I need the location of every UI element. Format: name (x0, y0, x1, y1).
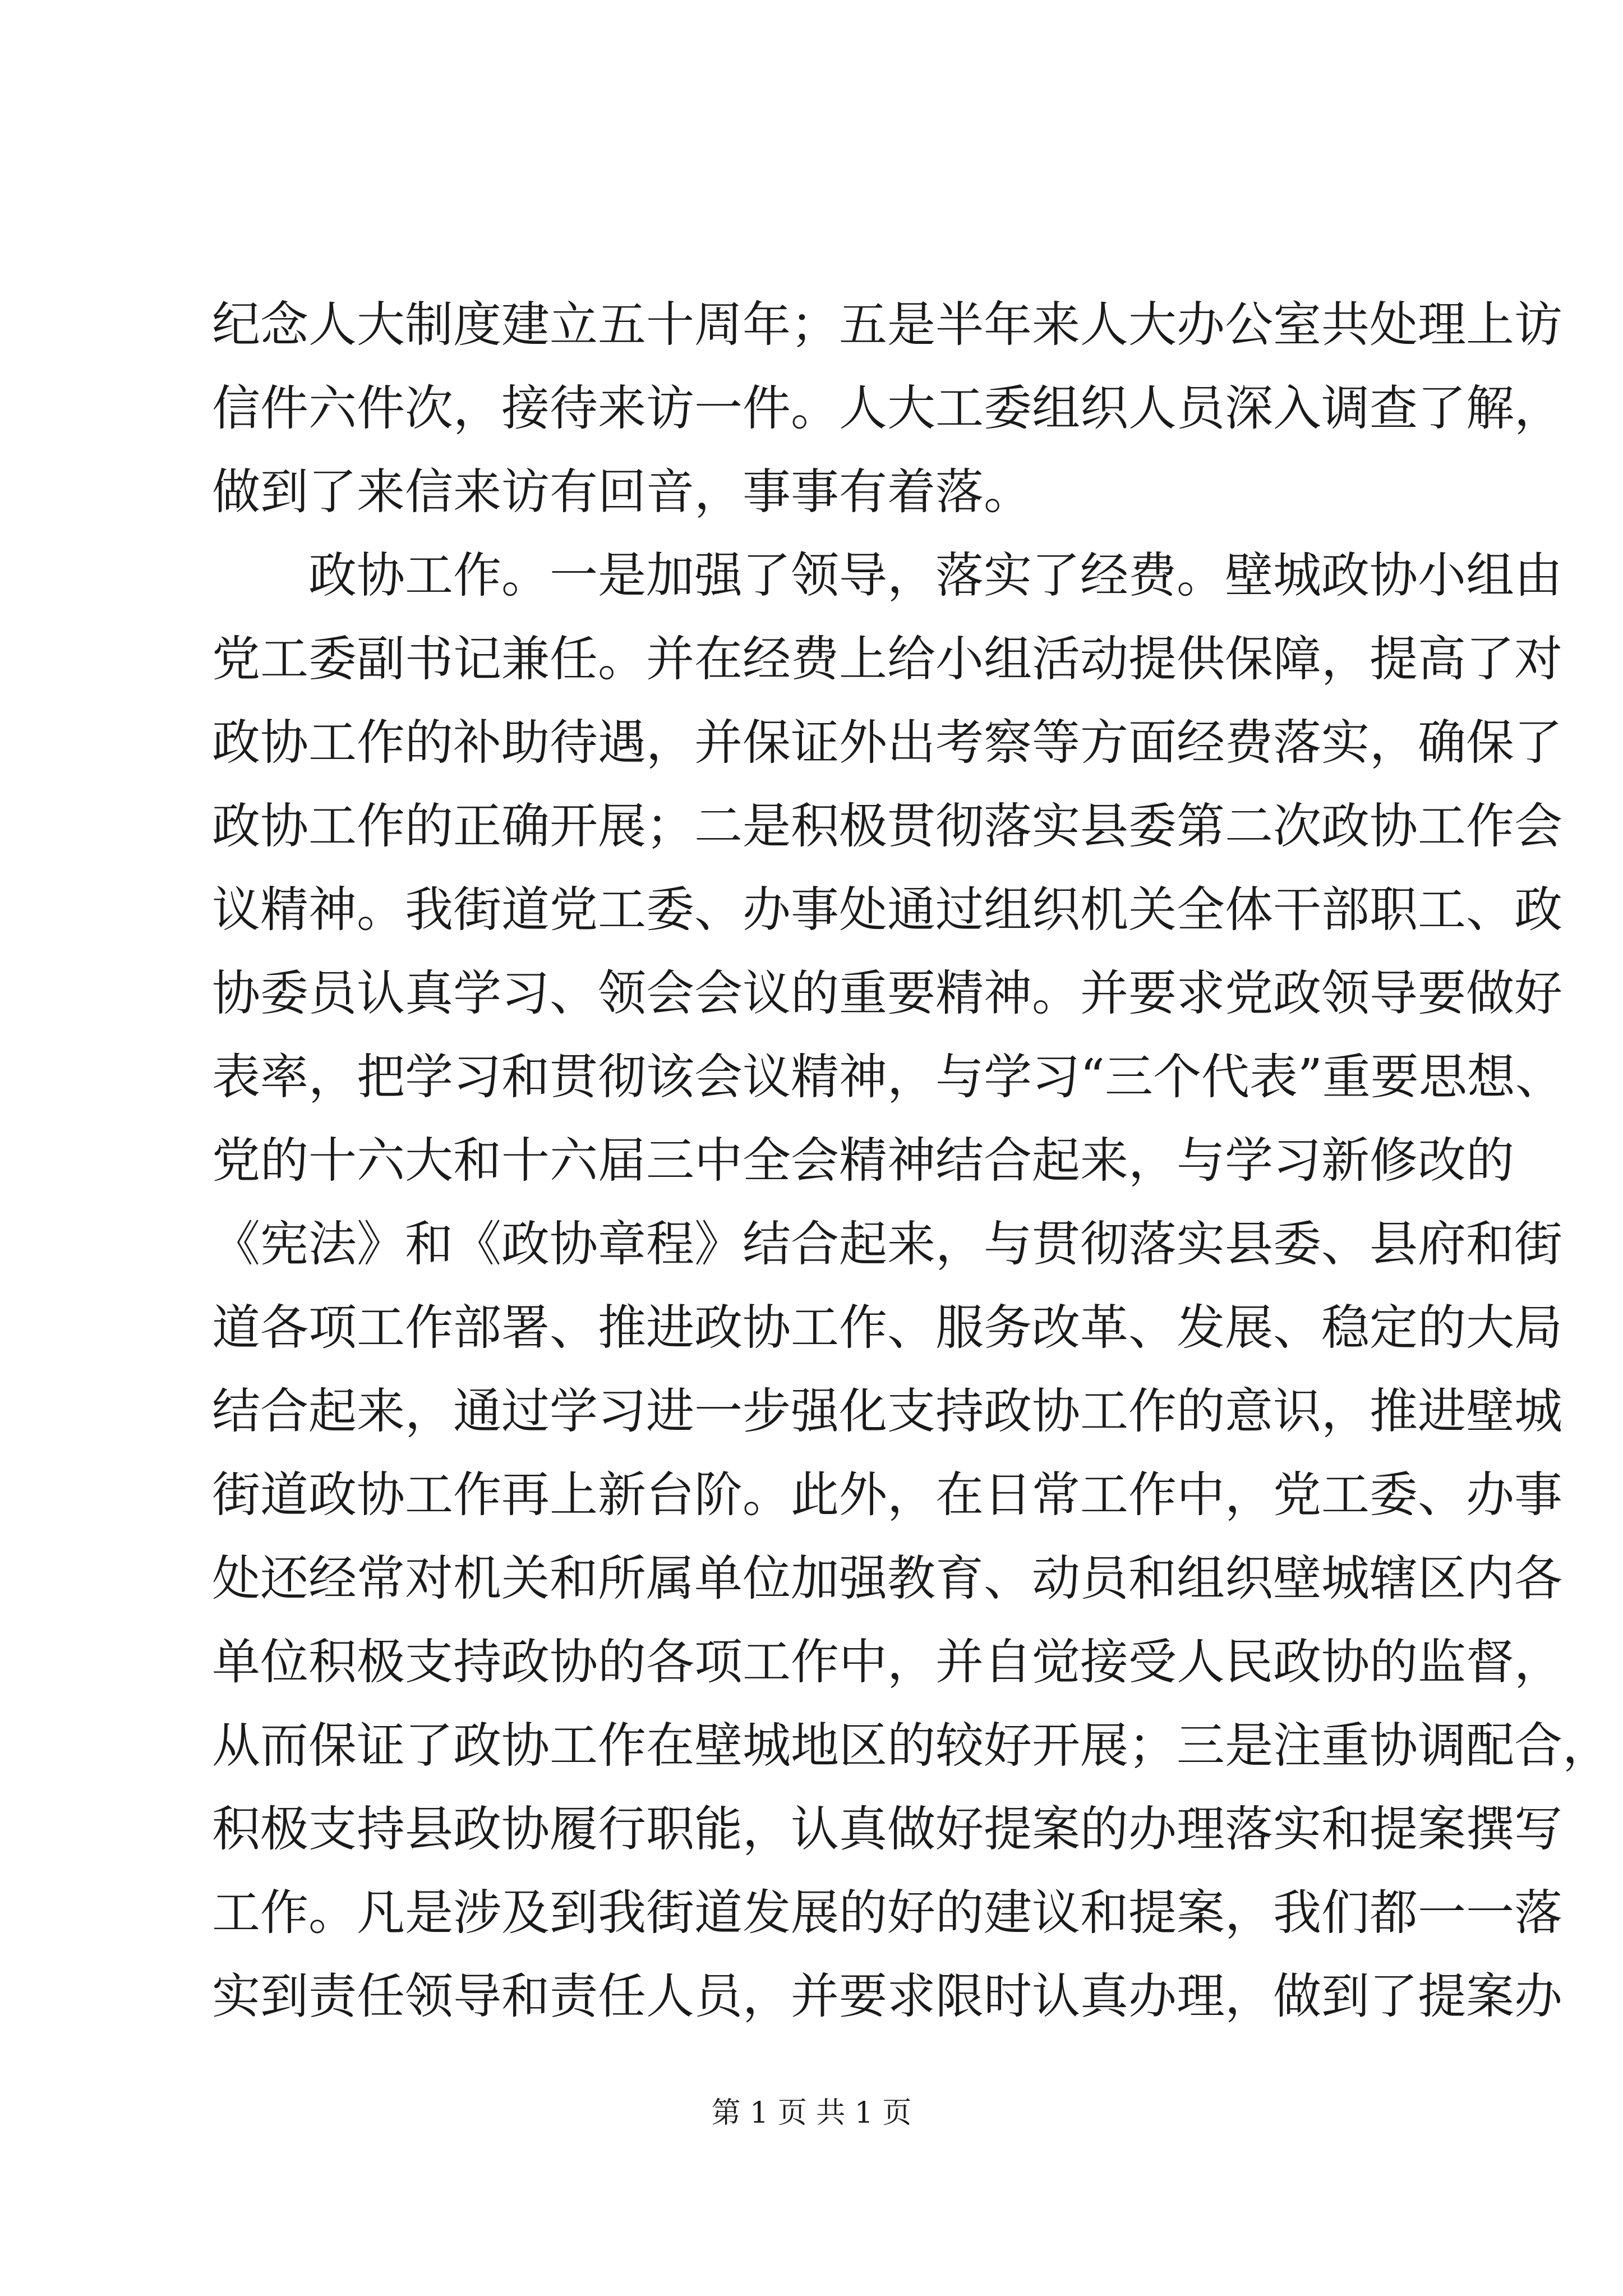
text-line-20: 工作。凡是涉及到我街道发展的好的建议和提案，我们都一一落 (212, 1885, 1562, 1941)
text-line-14: 结合起来，通过学习进一步强化支持政协工作的意识，推进壁城 (212, 1383, 1562, 1439)
text-line-9: 协委员认真学习、领会会议的重要精神。并要求党政领导要做好 (212, 965, 1562, 1022)
text-line-19: 积极支持县政协履行职能，认真做好提案的办理落实和提案撰写 (212, 1801, 1562, 1857)
text-line-16: 处还经常对机关和所属单位加强教育、动员和组织壁城辖区内各 (212, 1550, 1562, 1607)
text-line-17: 单位积极支持政协的各项工作中，并自觉接受人民政协的监督， (212, 1634, 1562, 1690)
body-text (212, 283, 1611, 2039)
text-line-11: 党的十六大和十六届三中全会精神结合起来，与学习新修改的 (212, 1133, 1514, 1189)
text-line-12: 《宪法》和《政协章程》结合起来，与贯彻落实县委、县府和街 (212, 1216, 1562, 1272)
text-line-2: 信件六件次，接待来访一件。人大工委组织人员深入调查了解， (212, 380, 1562, 436)
text-line-4: 政协工作。一是加强了领导，落实了经费。壁城政协小组由 (308, 547, 1562, 604)
text-line-7: 政协工作的正确开展；二是积极贯彻落实县委第二次政协工作会 (212, 798, 1562, 854)
text-line-5: 党工委副书记兼任。并在经费上给小组活动提供保障，提高了对 (212, 631, 1562, 687)
page-footer: 第 1 页 共 1 页 (711, 2096, 912, 2130)
text-line-18: 从而保证了政协工作在壁城地区的较好开展；三是注重协调配合， (212, 1718, 1611, 1774)
text-line-1: 纪念人大制度建立五十周年；五是半年来人大办公室共处理上访 (212, 297, 1562, 353)
text-line-8: 议精神。我街道党工委、办事处通过组织机关全体干部职工、政 (212, 882, 1562, 938)
text-line-13: 道各项工作部署、推进政协工作、服务改革、发展、稳定的大局 (212, 1300, 1562, 1356)
text-line-10: 表率，把学习和贯彻该会议精神，与学习“三个代表”重要思想、 (212, 1049, 1564, 1105)
text-line-3: 做到了来信来访有回音，事事有着落。 (212, 464, 1032, 520)
text-line-6: 政协工作的补助待遇，并保证外出考察等方面经费落实，确保了 (212, 715, 1562, 771)
text-line-21: 实到责任领导和责任人员，并要求限时认真办理，做到了提案办 (212, 1968, 1562, 2024)
text-line-15: 街道政协工作再上新台阶。此外，在日常工作中，党工委、办事 (212, 1467, 1562, 1523)
